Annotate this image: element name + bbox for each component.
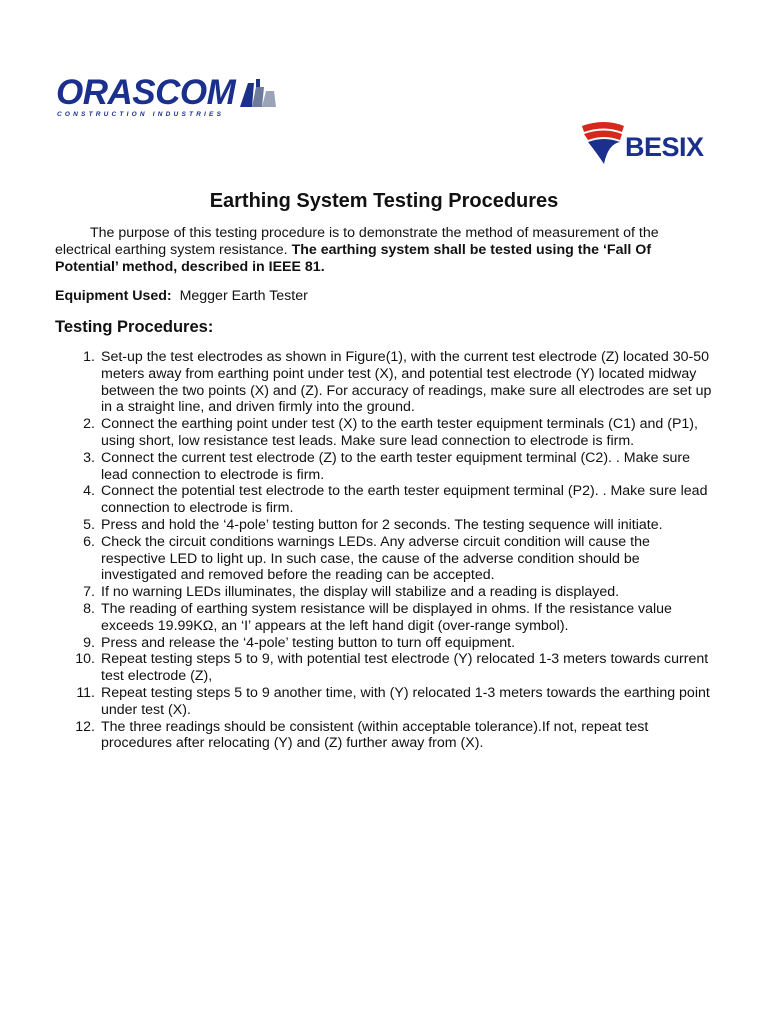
list-item xyxy=(55,450,715,484)
orascom-logo-wordmark: ORASCOM xyxy=(56,73,236,112)
list-item xyxy=(55,349,715,416)
step-number: 12. xyxy=(75,718,95,735)
list-item xyxy=(55,635,715,652)
orascom-logo xyxy=(56,74,278,124)
equipment-label: Equipment Used: xyxy=(55,288,172,304)
section-heading: Testing Procedures: xyxy=(55,318,214,336)
intro-text: The purpose of this testing procedure is to demonstrate the method of measurement of the electrical earthing system resistance. xyxy=(55,225,659,258)
equipment-line xyxy=(55,288,308,305)
list-item xyxy=(55,601,715,635)
step-number: 11. xyxy=(76,684,95,701)
step-number: 10. xyxy=(75,651,95,668)
step-number: 4. xyxy=(83,483,95,500)
step-text: Connect the potential test electrode to the earth tester equipment terminal (P2). . Make sure lead connection to electrode is firm. xyxy=(101,483,708,517)
besix-swoosh-icon xyxy=(578,118,628,166)
step-text: Connect the earthing point under test (X) to the earth tester equipment terminals (C1) and (P1), using short, low resistance test leads. Make sure lead connection to electrode is firm. xyxy=(101,416,698,449)
document-title: Earthing System Testing Procedures xyxy=(209,190,559,212)
list-item xyxy=(55,651,715,685)
step-text: The reading of earthing system resistance will be displayed in ohms. If the resistance value exceeds 19.99KΩ, an ‘I’ appears at the left hand digit (over-range symbol). xyxy=(101,600,672,634)
list-item xyxy=(55,517,715,534)
list-item xyxy=(55,416,715,450)
besix-logo-wordmark: BESIX xyxy=(625,132,704,162)
list-item xyxy=(55,719,715,753)
step-number: 9. xyxy=(83,634,95,651)
step-number: 6. xyxy=(83,533,95,550)
step-text: Press and hold the ‘4-pole’ testing button for 2 seconds. The testing sequence will initiate. xyxy=(101,516,663,533)
step-number: 7. xyxy=(83,584,95,601)
besix-logo xyxy=(578,118,704,168)
step-text: Check the circuit conditions warnings LEDs. Any adverse circuit condition will cause the respective LED to light up. In such case, the cause of the adverse condition should be investigated and removed before the reading can be accepted. xyxy=(101,533,650,584)
step-number: 3. xyxy=(83,449,95,466)
equipment-value: Megger Earth Tester xyxy=(179,288,308,304)
list-item xyxy=(55,534,715,584)
step-text: Repeat testing steps 5 to 9, with potential test electrode (Y) relocated 1-3 meters towards current test electrode (Z), xyxy=(101,651,709,685)
step-number: 8. xyxy=(83,600,95,617)
list-item xyxy=(55,584,715,601)
testing-steps-list xyxy=(55,349,715,752)
list-item xyxy=(55,483,715,517)
step-text: Set-up the test electrodes as shown in Figure(1), with the current test electrode (Z) located 30-50 meters away from earthing point under test (X), and potential test electrode (Y) located midway between the two points (X) and (Z). For accuracy of readings, make sure all electrodes are set up in a straight line, and driven firmly into the ground. xyxy=(101,349,712,416)
list-item xyxy=(55,685,715,719)
orascom-logo-tagline: CONSTRUCTION INDUSTRIES xyxy=(57,111,225,118)
step-text: Connect the current test electrode (Z) to the earth tester equipment terminal (C2). . Make sure lead connection to electrode is firm. xyxy=(101,449,691,483)
orascom-building-icon xyxy=(238,77,280,109)
intro-paragraph xyxy=(55,225,715,276)
step-text: If no warning LEDs illuminates, the display will stabilize and a reading is displayed. xyxy=(101,584,620,601)
step-number: 2. xyxy=(83,416,95,433)
step-text: Repeat testing steps 5 to 9 another time, with (Y) relocated 1-3 meters towards the earthing point under test (X). xyxy=(101,684,710,718)
step-text: Press and release the ‘4-pole’ testing button to turn off equipment. xyxy=(101,634,516,651)
intro-bold-text: The earthing system shall be tested using the ‘Fall Of Potential’ method, described in IEEE 81. xyxy=(55,242,652,275)
step-number: 1. xyxy=(83,349,95,365)
step-number: 5. xyxy=(83,516,95,533)
step-text: The three readings should be consistent (within acceptable tolerance).If not, repeat test procedures after relocating (Y) and (Z) further away from (X). xyxy=(101,718,649,752)
